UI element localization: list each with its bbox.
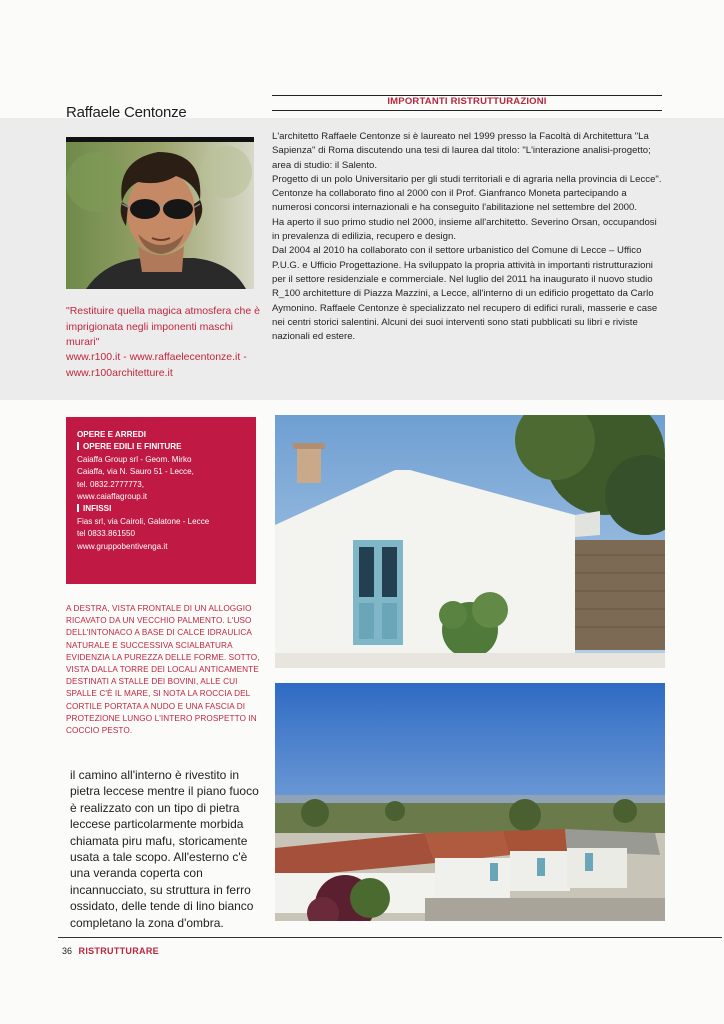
bio-paragraph: Dal 2004 al 2010 ha collaborato con il settore urbanistico del Comune di Lecce – Uffico P.U.G. e Ufficio Progettazione. Ha sviluppato la propria attività in importanti ristrutturazioni per il settore residenziale e commerciale. Nel luglio del 2011 ha inaugurato il nuovo studio R_100 architetture di Piazza Mazzini, a Lecce, all'interno di un edificio progettato da Carlo Aymonino. Raffaele Centonze è specializzato nel recupero di edifici rurali, masserie e case nei centri storici salentini. Alcuni dei suoi interventi sono stati pubblicati su libri e riviste nazionali ed estere. (272, 245, 658, 343)
credits-group-title-text: OPERE EDILI E FINITURE (83, 442, 182, 452)
bio-paragraph: Ha aperto il suo primo studio nel 2000, insieme all'architetto. Severino Orsan, occupandosi in prevalenza di edilizia, recupero e design. (272, 216, 657, 243)
bullet-bar-icon (77, 504, 79, 512)
body-text: il camino all'interno è rivestito in pietra leccese mentre il piano fuoco è realizzato con un tipo di pietra leccese particolarmente morbida chiamata piru mafu, storicamente usata a tale scopo. All'esterno c'è una veranda coperta con incannucciato, su struttura in ferro ossidato, delle tende di lino bianco completano la zona d'ombra. (70, 768, 259, 930)
credits-line: tel. 0832.2777773, (77, 479, 145, 489)
bio-paragraph: Progetto di un polo Universitario per gli studi territoriali e di agraria nella provincia di Lecce". Centonze ha collaborato fino al 2000 con il Prof. Gianfranco Moneta partecipando a numerosi concorsi internazionali e ha conseguito l'abilitazione nel settembre del 2000. (272, 173, 662, 214)
bio-paragraph: L'architetto Raffaele Centonze si è laureato nel 1999 presso la Facoltà di Architettura "La Sapienza" di Roma discutendo una tesi di laurea dal titolo: "L'interazione analisi-progetto; area di studio: il Salento. (272, 131, 651, 171)
credits-heading: OPERE E ARREDI (77, 430, 146, 439)
credits-group-title (77, 503, 246, 515)
credits-box (66, 417, 256, 584)
bullet-bar-icon (77, 442, 79, 450)
stables-view-photo (275, 683, 665, 921)
credits-line: tel 0833.861550 (77, 529, 136, 539)
credits-line: Fias srl, via Cairoli, Galatone - Lecce (77, 516, 210, 526)
page-footer (62, 946, 159, 956)
credits-line: www.caiaffagroup.it (77, 492, 148, 502)
credits-group-title-text: INFISSI (83, 504, 112, 514)
credits-line: Caiaffa, via N. Sauro 51 - Lecce, (77, 467, 194, 477)
magazine-name: RISTRUTTURARE (78, 946, 159, 956)
pull-quote: "Restituire quella magica atmosfera che è imprigionata negli imponenti maschi murari" (66, 305, 260, 348)
credits-line: Caiaffa Group srl - Geom. Mirko (77, 454, 192, 464)
footer-rule (58, 937, 722, 938)
website-links: www.r100.it - www.raffaelecentonze.it - www.r100architetture.it (66, 351, 247, 379)
author-name: Raffaele Centonze (66, 104, 187, 121)
photo-caption: A DESTRA, VISTA FRONTALE DI UN ALLOGGIO RICAVATO DA UN VECCHIO PALMENTO. L'USO DELL'INTONACO A BASE DI CALCE IDRAULICA NATURALE E SUCCESSIVA SCIALBATURA EVIDENZIA LA PUREZZA DELLE FORME. SOTTO, VISTA DALLA TORRE DEI LOCALI ANTICAMENTE DESTINATI A STALLE DEI BOVINI, ALLE CUI SPALLE C'È IL MARE, SI NOTA LA ROCCIA DEL CORTILE PORTATA A NUDO E UNA FASCIA DI PROTEZIONE LUNGO L'INTERO PROSPETTO IN COCCIO PESTO. (66, 604, 260, 736)
page-number: 36 (62, 946, 73, 956)
section-title: IMPORTANTI RISTRUTTURAZIONI (387, 96, 547, 107)
biography-text (272, 130, 664, 344)
credits-group-title (77, 441, 246, 453)
title-rule-bottom (272, 110, 662, 111)
house-front-photo (275, 415, 665, 668)
architect-portrait-photo (66, 142, 254, 289)
credits-line: www.gruppobentivenga.it (77, 541, 168, 551)
